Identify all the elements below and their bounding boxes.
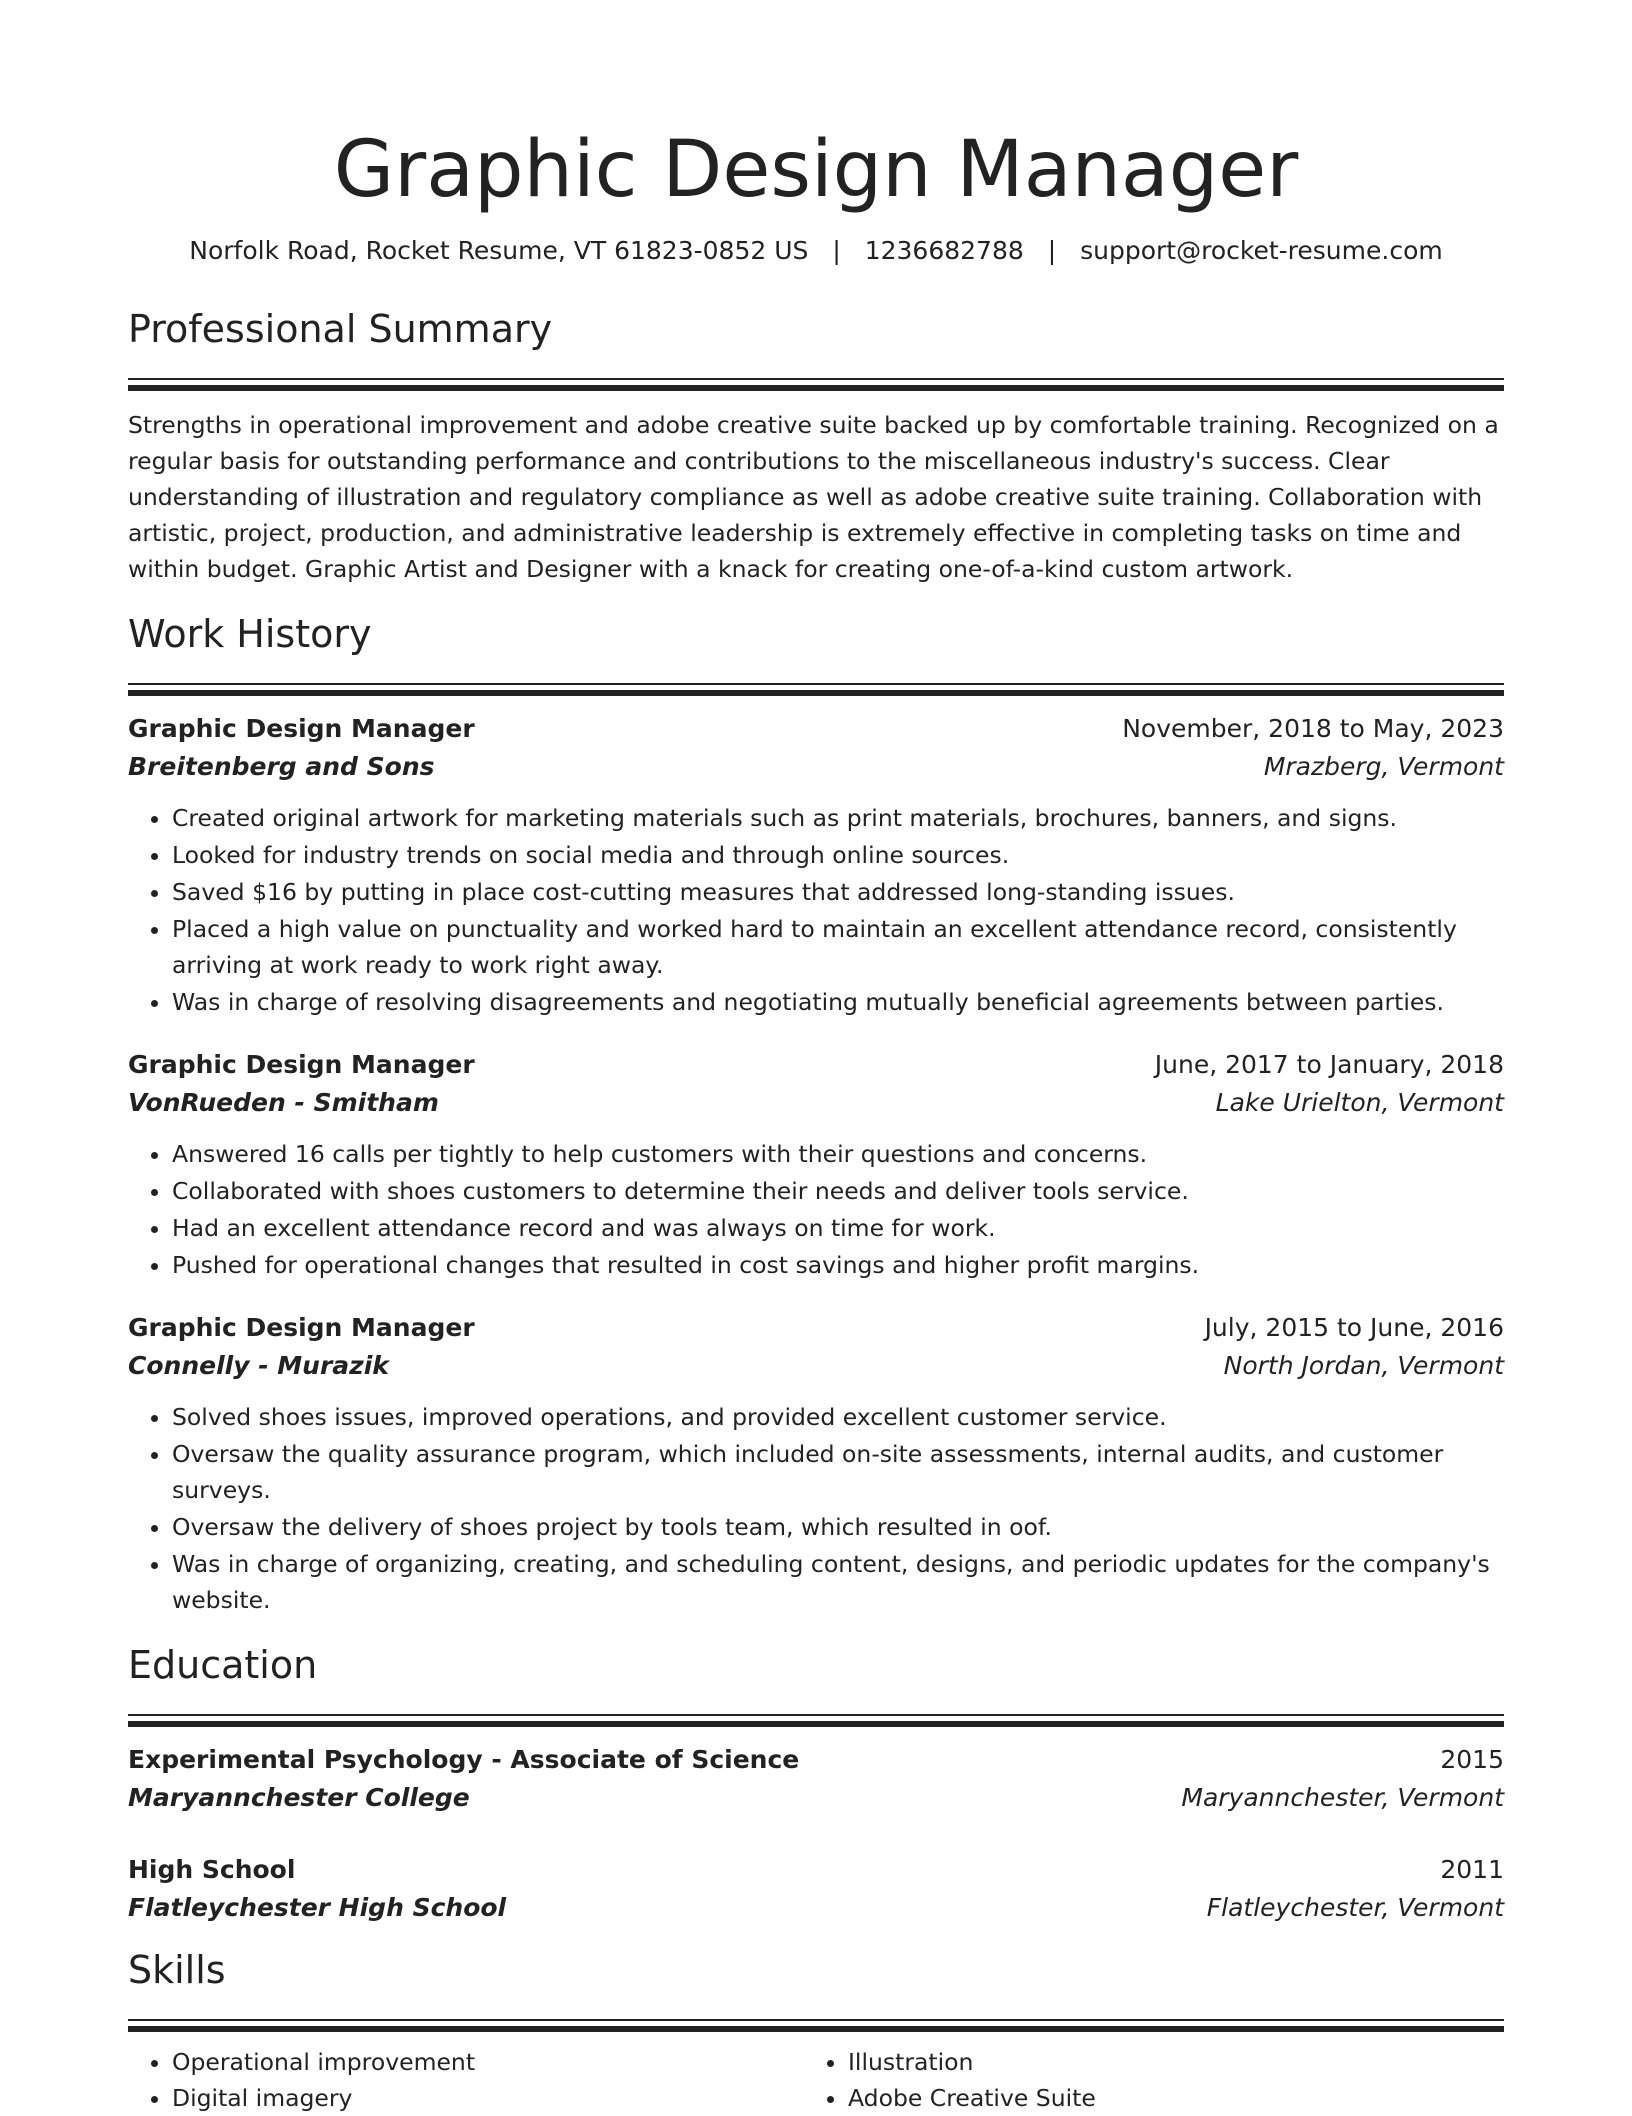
- job-bullet: • Oversaw the delivery of shoes project by tools team, which resulted in oof.: [172, 1509, 1504, 1545]
- job-bullet: • Looked for industry trends on social media and through online sources.: [172, 837, 1504, 873]
- contact-address: Norfolk Road, Rocket Resume, VT 61823-0852 US: [189, 236, 809, 265]
- summary-text: Strengths in operational improvement and adobe creative suite backed up by comfortable training. Recognized on a regular basis for outstanding performance and contributions to the miscellaneous industry's success. Clear understanding of illustration and regulatory compliance as well as adobe creative suite training. Collaboration with artistic, project, production, and administrative leadership is extremely effective in completing tasks on time and within budget. Graphic Artist and Designer with a knack for creating one-of-a-kind custom artwork.: [128, 411, 1499, 583]
- job-bullet: • Was in charge of organizing, creating, and scheduling content, designs, and periodic updates for the company's website.: [172, 1546, 1504, 1618]
- education-school: Flatleychester High School: [128, 1893, 507, 1922]
- summary-section: [128, 304, 1504, 587]
- resume-name: Graphic Design Manager: [333, 125, 1299, 215]
- job-bullet: • Pushed for operational changes that resulted in cost savings and higher profit margins.: [172, 1247, 1504, 1283]
- job-bullet: • Was in charge of resolving disagreements and negotiating mutually beneficial agreements between parties.: [172, 984, 1504, 1020]
- job-bullets: [128, 800, 1504, 1020]
- education-school: Maryannchester College: [128, 1783, 470, 1812]
- job-bullets: [128, 1136, 1504, 1283]
- education-location: Maryannchester, Vermont: [1181, 1783, 1504, 1812]
- contact-line: [128, 234, 1504, 268]
- contact-phone: 1236682788: [864, 236, 1024, 265]
- job-company: Breitenberg and Sons: [128, 752, 435, 781]
- education-section: [128, 1640, 1504, 1927]
- section-divider: [128, 683, 1504, 696]
- job-location: Lake Urielton, Vermont: [1215, 1088, 1504, 1117]
- skills-section: [128, 1945, 1504, 2116]
- skill-item: • Illustration: [848, 2044, 1480, 2080]
- section-title-work: Work History: [128, 612, 372, 656]
- education-year: 2011: [1440, 1855, 1504, 1884]
- job-bullet: • Collaborated with shoes customers to determine their needs and deliver tools service.: [172, 1173, 1504, 1209]
- job-company: Connelly - Murazik: [128, 1351, 389, 1380]
- job-bullet: • Answered 16 calls per tightly to help customers with their questions and concerns.: [172, 1136, 1504, 1172]
- section-title-summary: Professional Summary: [128, 307, 553, 351]
- skill-item: • Adobe Creative Suite: [848, 2080, 1480, 2116]
- skills-list-right: [804, 2044, 1480, 2116]
- skills-columns: [128, 2044, 1504, 2116]
- section-title-education: Education: [128, 1643, 318, 1687]
- job-bullet: • Solved shoes issues, improved operations, and provided excellent customer service.: [172, 1399, 1504, 1435]
- section-divider: [128, 2019, 1504, 2032]
- job-bullets: [128, 1399, 1504, 1618]
- job-dates: July, 2015 to June, 2016: [1204, 1313, 1504, 1342]
- resume-page: [128, 0, 1504, 2116]
- skills-list-left: [128, 2044, 804, 2116]
- job-entry: [128, 1309, 1504, 1618]
- section-divider: [128, 378, 1504, 391]
- job-title: Graphic Design Manager: [128, 714, 475, 743]
- job-location: Mrazberg, Vermont: [1263, 752, 1504, 781]
- education-degree: Experimental Psychology - Associate of Science: [128, 1745, 800, 1774]
- education-entry: [128, 1741, 1504, 1817]
- job-company: VonRueden - Smitham: [128, 1088, 439, 1117]
- job-bullet: • Created original artwork for marketing materials such as print materials, brochures, banners, and signs.: [172, 800, 1504, 836]
- education-entry: [128, 1851, 1504, 1927]
- job-title: Graphic Design Manager: [128, 1313, 475, 1342]
- contact-email: support@rocket-resume.com: [1080, 236, 1443, 265]
- job-location: North Jordan, Vermont: [1223, 1351, 1504, 1380]
- skill-item: • Operational improvement: [172, 2044, 804, 2080]
- skill-item: • Digital imagery: [172, 2080, 804, 2116]
- job-dates: November, 2018 to May, 2023: [1122, 714, 1504, 743]
- job-bullet: • Had an excellent attendance record and was always on time for work.: [172, 1210, 1504, 1246]
- education-year: 2015: [1440, 1745, 1504, 1774]
- job-dates: June, 2017 to January, 2018: [1154, 1050, 1504, 1079]
- education-degree: High School: [128, 1855, 296, 1884]
- section-divider: [128, 1714, 1504, 1727]
- job-title: Graphic Design Manager: [128, 1050, 475, 1079]
- job-entry: [128, 710, 1504, 1020]
- job-bullet: • Oversaw the quality assurance program, which included on-site assessments, internal audits, and customer surveys.: [172, 1436, 1504, 1508]
- section-title-skills: Skills: [128, 1948, 226, 1992]
- contact-separator: |: [832, 236, 841, 265]
- job-bullet: • Placed a high value on punctuality and worked hard to maintain an excellent attendance record, consistently arriving at work ready to work right away.: [172, 911, 1504, 983]
- job-bullet: • Saved $16 by putting in place cost-cutting measures that addressed long-standing issues.: [172, 874, 1504, 910]
- work-history-section: [128, 609, 1504, 1618]
- contact-separator: |: [1047, 236, 1057, 265]
- job-entry: [128, 1046, 1504, 1283]
- education-location: Flatleychester, Vermont: [1206, 1893, 1504, 1922]
